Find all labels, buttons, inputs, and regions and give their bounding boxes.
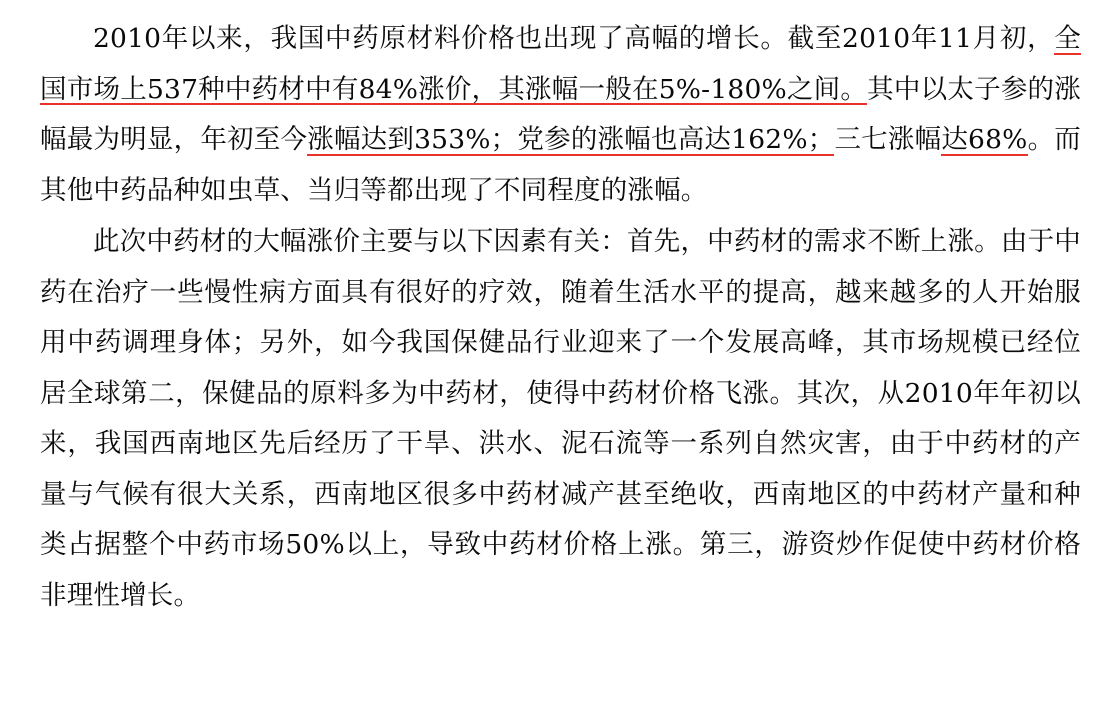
highlighted-text-run: 达68%	[941, 124, 1027, 158]
text-run: 此次中药材的大幅涨价主要与以下因素有关：首先，中药材的需求不断上涨。由于中药在治疗一些慢性病方面具有很好的疗效，随着生活水平的提高，越来越多的人开始服用中药调理身体；另外，如今我国保健品行业迎来了一个发展高峰，其市场规模已经位居全球第二，保健品的原料多为中药材，使得中药材价格飞涨。其次，从2010年年初以来，我国西南地区先后经历了干旱、洪水、泥石流等一系列自然灾害，由于中药材的产量与气候有很大关系，西南地区很多中药材减产甚至绝收，西南地区的中药材产量和种类占据整个中药市场50%以上，导致中药材价格上涨。第三，游资炒作促使中药材价格非理性增长。	[40, 226, 1081, 611]
document-body	[40, 14, 1081, 621]
text-run: 其中以太子参的涨幅最为明显，年初至今	[40, 73, 1081, 155]
highlighted-text-run: 全国市场上537种中药材中有84%涨价，其涨幅一般在5%-180%之间。	[40, 23, 1081, 108]
text-run: 2010年以来，我国中药原材料价格也出现了高幅的增长。截至2010年11月初，	[93, 23, 1055, 54]
paragraph-1	[40, 14, 1081, 216]
text-run: 。而其他中药品种如虫草、当归等都出现了不同程度的涨幅。	[40, 124, 1082, 206]
highlighted-text-run: 涨幅达到353%；党参的涨幅也高达162%；	[307, 124, 834, 158]
paragraph-2	[40, 217, 1081, 621]
text-run: 三七涨幅	[834, 124, 942, 155]
